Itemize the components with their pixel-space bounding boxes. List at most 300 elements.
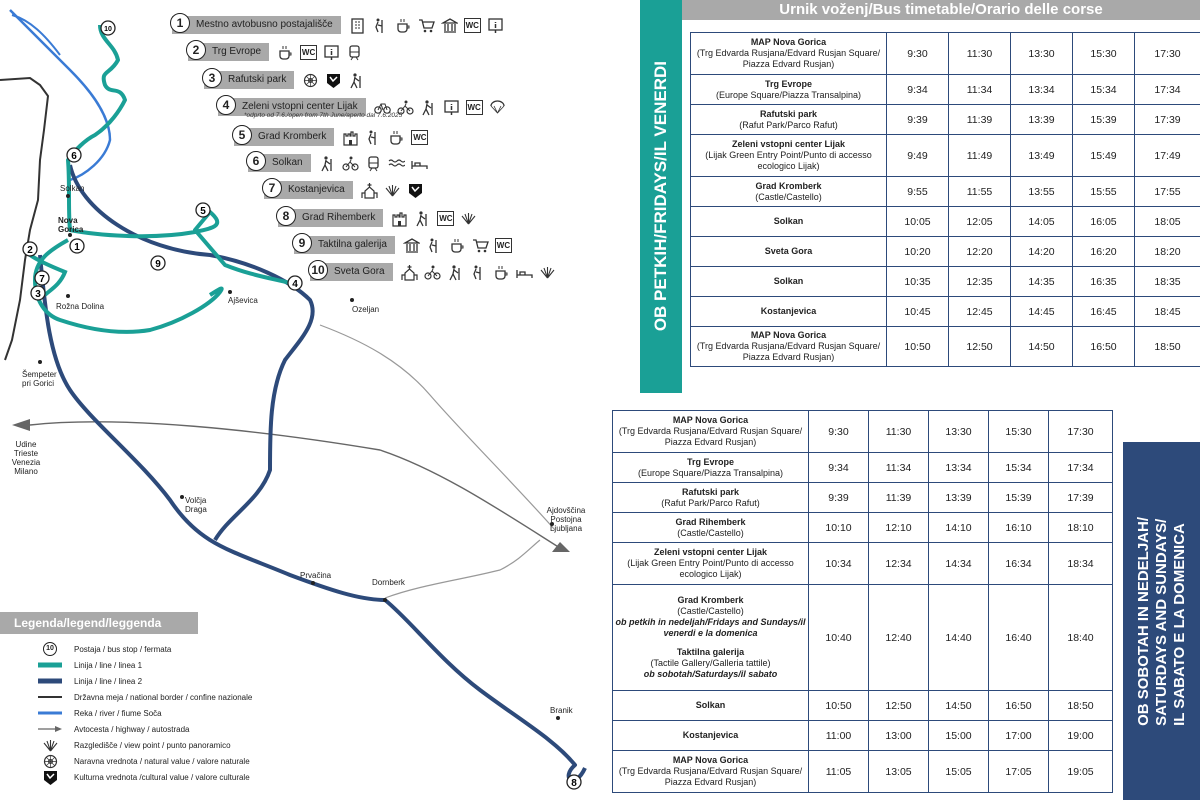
timetable-row [691,105,1200,135]
stop-subtitle: (Lijak Green Entry Point/Punto di accesso ecologico Lijak) [627,558,794,579]
stop-number: 9 [292,233,312,253]
departure-time: 14:10 [929,513,989,543]
departure-time: 17:55 [1135,177,1200,207]
stop-icons [277,44,363,61]
stop-row-7 [264,181,424,199]
cyclist-walk-icon [426,237,443,254]
culture-icon [407,182,424,199]
culture-icon [42,769,59,786]
museum-icon-svg [441,17,458,34]
departure-time: 15:00 [929,721,989,751]
timetable-row [691,297,1200,327]
departure-time: 10:10 [809,513,869,543]
stop-subtitle: (Trg Edvarda Rusjana/Edvard Rusjan Square/ Piazza Edvard Rusjan) [618,766,803,787]
castle-icon-svg [342,129,359,146]
departure-time: 10:05 [887,207,949,237]
departure-time: 15:49 [1073,135,1135,177]
stop-icons [401,264,556,281]
departure-time: 12:34 [869,543,929,585]
stop-label [310,263,393,281]
departure-time: 15:30 [1073,33,1135,75]
cyclist-walk-icon-svg [372,17,389,34]
stop-name: Kostanjevica [288,184,345,195]
legend-item-natural [38,754,250,768]
museum-icon [441,17,458,34]
legend-label: Reka / river / fiume Soča [74,708,162,718]
cyclist-walk-icon-svg [426,237,443,254]
svg-text:2: 2 [27,245,33,256]
departure-time: 13:30 [929,411,989,453]
coffee-icon-svg [388,129,405,146]
map-stop-5 [196,203,210,217]
stop-cell [613,585,809,691]
departure-time: 13:34 [929,453,989,483]
stop-name: Grad Kromberk [258,131,327,142]
stop-name: Grad Rihemberk [302,212,376,223]
legend-label: Razgledišče / view point / punto panoramico [74,740,231,750]
departure-time: 14:35 [1011,267,1073,297]
departure-time: 16:34 [989,543,1049,585]
departure-time: 10:50 [809,691,869,721]
label-nova-gorica: Nova Gorica [58,216,84,234]
wc-icon [466,99,483,116]
svg-text:1: 1 [74,242,80,253]
departure-time: 16:45 [1073,297,1135,327]
departure-time: 14:20 [1011,237,1073,267]
stop-row-2 [188,43,363,61]
legend-symbol [38,725,62,733]
stop-number: 10 [308,260,328,280]
cyclist-walk-icon [365,129,382,146]
viewpoint-icon [384,182,401,199]
stop-icons [361,182,424,199]
timetable-row [691,75,1200,105]
timetable-row [691,267,1200,297]
departure-time: 13:39 [1011,105,1073,135]
stop-row-5 [234,128,428,146]
departure-time: 18:45 [1135,297,1200,327]
wc-icon-box: WC [495,238,512,253]
bed-icon [516,264,533,281]
departure-time: 18:50 [1049,691,1113,721]
svg-text:6: 6 [71,151,77,162]
shopping-cart-icon-svg [472,237,489,254]
departure-time: 16:50 [1073,327,1135,367]
departure-time: 17:34 [1135,75,1200,105]
wc-icon-box: WC [464,18,481,33]
stop-row-9 [294,236,512,254]
coffee-icon-svg [395,17,412,34]
departure-time: 15:34 [1073,75,1135,105]
stop-label [204,71,294,89]
stop-label [278,209,383,227]
stop-subtitle: (Rafut Park/Parco Rafut) [661,497,760,508]
map-stop-3 [31,286,45,300]
flower-icon-svg [302,72,319,89]
departure-time: 15:34 [989,453,1049,483]
bed-icon-svg [411,155,428,172]
stop-label [188,43,269,61]
wc-icon-box: WC [300,45,317,60]
stop-name: Zeleni vstopni center Lijak [653,547,768,557]
departure-time: 14:45 [1011,297,1073,327]
stop-cell [613,543,809,585]
stop-name: Sveta Gora [334,266,385,277]
wc-icon-box: WC [437,211,454,226]
stop-cell [691,135,887,177]
wc-icon [411,129,428,146]
stop-icons [391,210,477,227]
weekend-banner-text [1135,517,1189,726]
stop-subtitle-alt: (Tactile Gallery/Galleria tattile) [650,658,771,668]
departure-time: 18:05 [1135,207,1200,237]
stop-number: 7 [262,178,282,198]
church-icon-svg [361,182,378,199]
stop-name: Zeleni vstopni center Lijak [242,101,358,112]
departure-time: 12:20 [949,237,1011,267]
timetable-row [691,33,1200,75]
stop-name: Rafutski park [228,74,287,85]
departure-time: 11:34 [869,453,929,483]
stop-name: Zeleni vstopni center Lijak [731,139,846,149]
label-sempeter: Šempeter pri Gorici [22,370,57,388]
legend-symbol [38,693,62,701]
wc-icon [300,44,317,61]
departure-time: 16:20 [1073,237,1135,267]
label-prvacina: Prvačina [300,571,332,580]
coffee-icon-svg [449,237,466,254]
stop-name: Solkan [695,700,726,710]
info-icon [323,44,340,61]
timetable-row [613,513,1113,543]
friday-banner-text: OB PETKIH/FRIDAYS/IL VENERDI [651,61,670,332]
map-stop-7 [35,271,49,285]
church-icon-svg [401,264,418,281]
stop-row-6 [248,154,428,172]
stop-subtitle: (Trg Edvarda Rusjana/Edvard Rusjan Square/ Piazza Edvard Rusjan) [696,48,881,69]
stop-cell [613,691,809,721]
stop-row-1 [172,16,504,34]
departure-time: 11:30 [869,411,929,453]
timetable-row [613,691,1113,721]
departure-time: 17:49 [1135,135,1200,177]
hiker-icon-svg [414,210,431,227]
departure-time: 13:30 [1011,33,1073,75]
stop-subtitle: (Castle/Castello) [755,191,822,202]
stop-number: 8 [276,206,296,226]
departure-time: 14:50 [1011,327,1073,367]
departure-time: 14:50 [929,691,989,721]
stop-cell [613,513,809,543]
building-icon [349,17,366,34]
viewpoint-icon [42,737,59,754]
stop-name: MAP Nova Gorica [750,330,827,340]
stop-cell [691,237,887,267]
departure-time: 18:10 [1049,513,1113,543]
bed-icon [411,155,428,172]
train-icon-svg [365,155,382,172]
departure-time: 10:45 [887,297,949,327]
viewpoint-icon [539,264,556,281]
map-stop-4 [288,276,302,290]
stop-name: Kostanjevica [682,730,739,740]
map-stop-2 [23,242,37,256]
cyclist-walk-icon-svg [470,264,487,281]
departure-time: 11:49 [949,135,1011,177]
coffee-icon [395,17,412,34]
viewpoint-icon-svg [460,210,477,227]
road-grey2 [385,540,540,598]
departure-time: 12:45 [949,297,1011,327]
flower-icon-svg [42,753,59,770]
stop-name: Solkan [773,216,804,226]
shopping-cart-icon-svg [418,17,435,34]
culture-icon [325,72,342,89]
stop-label [234,128,334,146]
stop-cell [613,483,809,513]
legend-symbol [38,642,62,656]
stop-name: Grad Kromberk [755,180,822,191]
train-icon [346,44,363,61]
border-swatch [38,693,62,701]
stop-subtitle: (Trg Edvarda Rusjana/Edvard Rusjan Square/ Piazza Edvard Rusjan) [696,341,881,362]
stop-cell [691,105,887,135]
departure-time: 17:39 [1049,483,1113,513]
departure-time: 12:40 [869,585,929,691]
stop-name: MAP Nova Gorica [672,415,749,425]
stop-label [294,236,395,254]
national-border [0,78,48,360]
svg-text:8: 8 [571,778,577,789]
stop-name: Solkan [272,157,303,168]
departure-time: 9:34 [887,75,949,105]
wc-icon [495,237,512,254]
stop-name: MAP Nova Gorica [672,755,749,765]
legend-item-line2 [38,674,142,688]
departure-time: 9:55 [887,177,949,207]
stop-number: 2 [186,40,206,60]
stop-name: Sveta Gora [764,246,813,256]
culture-icon-svg [325,72,342,89]
wc-icon [437,210,454,227]
paraglider-icon-svg [489,99,506,116]
stop-name: Kostanjevica [760,306,817,316]
departure-time: 11:39 [949,105,1011,135]
stop-cell [691,327,887,367]
hiker-icon [348,72,365,89]
highway-swatch [38,725,62,733]
departure-time: 13:49 [1011,135,1073,177]
timetable-row [691,135,1200,177]
hiker-icon [414,210,431,227]
legend-label: Linija / line / linea 1 [74,660,143,670]
hiker-icon-svg [348,72,365,89]
church-icon [401,264,418,281]
castle-icon [342,129,359,146]
museum-icon-svg [403,237,420,254]
water-icon [388,155,405,172]
weekend-banner-line-2: SATURDAYS AND SUNDAYS/ [1152,518,1170,726]
stop-cell [613,453,809,483]
coffee-icon-svg [277,44,294,61]
legend-item-river [38,706,162,720]
label-udine: Udine Trieste Venezia Milano [11,440,41,476]
line-2-swatch [38,677,62,685]
stop-name: Grad Kromberk [677,595,744,605]
legend-symbol [38,661,62,669]
departure-time: 11:05 [809,751,869,793]
stop-name: MAP Nova Gorica [750,37,827,47]
departure-time: 16:40 [989,585,1049,691]
timetable-row [613,411,1113,453]
culture-icon-svg [42,769,59,786]
departure-time: 18:50 [1135,327,1200,367]
departure-time: 14:40 [929,585,989,691]
departure-time: 11:34 [949,75,1011,105]
stop-icons [319,155,428,172]
timetable-row [613,543,1113,585]
timetable-header: Urnik voženj/Bus timetable/Orario delle corse [682,0,1200,20]
departure-time: 9:39 [809,483,869,513]
label-branik: Branik [550,706,573,715]
legend-item-line1 [38,658,142,672]
stop-name: Grad Rihemberk [675,516,746,527]
stop-row-8 [278,209,477,227]
departure-time: 13:05 [869,751,929,793]
hiker-icon [319,155,336,172]
legend-item-viewpoint [38,738,231,752]
svg-text:10: 10 [104,26,112,33]
shopping-cart-icon [472,237,489,254]
highway-west [30,422,560,548]
stop-cell [613,721,809,751]
departure-time: 10:34 [809,543,869,585]
timetable-row [613,483,1113,513]
paraglider-icon [489,99,506,116]
train-icon [365,155,382,172]
stop-icons [302,72,365,89]
map-stop-10 [101,21,115,35]
legend-title: Legenda/legend/leggenda [0,612,198,634]
spacer [615,639,806,647]
departure-time: 11:39 [869,483,929,513]
stop-subtitle: (Europe Square/Piazza Transalpina) [715,89,862,100]
stop-subtitle: (Castle/Castello) [677,606,744,616]
legend-item-border [38,690,252,704]
viewpoint-icon-svg [384,182,401,199]
legend-label: Kulturna vrednota /cultural value / valore culturale [74,772,250,782]
lijak-opening-note: *odprto od 7.6./open from 7th June/aperto dal 7.6.2025 [244,112,403,119]
map-stop-1 [70,239,84,253]
water-icon-svg [388,155,405,172]
coffee-icon [277,44,294,61]
legend-symbol [38,677,62,685]
stop-subtitle: (Trg Edvarda Rusjana/Edvard Rusjan Square/ Piazza Edvard Rusjan) [618,426,803,447]
road-grey [320,325,555,530]
cyclist-walk-icon [470,264,487,281]
stop-cell [691,207,887,237]
departure-time: 12:50 [869,691,929,721]
departure-time: 16:10 [989,513,1049,543]
departure-time: 13:00 [869,721,929,751]
viewpoint-icon-svg [539,264,556,281]
flower-icon [302,72,319,89]
castle-icon [391,210,408,227]
culture-icon-svg [407,182,424,199]
legend-label: Naravna vrednota / natural value / valore naturale [74,756,250,766]
map-stop-6 [67,148,81,162]
departure-time: 18:35 [1135,267,1200,297]
mountain-bike-icon-svg [342,155,359,172]
legend-label: Postaja / bus stop / fermata [74,644,172,654]
label-dornberk: Dornberk [372,578,405,587]
timetable-row [613,751,1113,793]
cyclist-walk-icon [372,17,389,34]
stop-row-3 [204,71,365,89]
flower-icon [42,753,59,770]
coffee-icon [388,129,405,146]
stop-cell [691,267,887,297]
bed-icon-svg [516,264,533,281]
label-ozeljan: Ozeljan [352,305,380,314]
departure-time: 13:39 [929,483,989,513]
stop-number: 1 [170,13,190,33]
svg-text:7: 7 [39,274,45,285]
stop-name: Mestno avtobusno postajališče [196,19,333,30]
departure-time: 18:20 [1135,237,1200,267]
departure-time: 15:39 [1073,105,1135,135]
building-icon-svg [349,17,366,34]
legend-symbol [38,753,62,770]
info-icon [487,17,504,34]
departure-time: 15:30 [989,411,1049,453]
timetable-row [691,237,1200,267]
stop-name: Rafutski park [681,486,740,497]
stop-name: Trg Evrope [212,46,262,57]
departure-time: 11:30 [949,33,1011,75]
hiker-icon-svg [319,155,336,172]
hiker-icon [420,99,437,116]
departure-time: 10:40 [809,585,869,691]
departure-time: 15:05 [929,751,989,793]
stop-cell [613,411,809,453]
timetable-row [691,327,1200,367]
departure-time: 19:05 [1049,751,1113,793]
stop-name: Taktilna galerija [318,239,387,250]
stop-name: Solkan [773,276,804,286]
departure-time: 17:34 [1049,453,1113,483]
hiker-icon-svg [447,264,464,281]
legend-item-highway [38,722,189,736]
departure-time: 11:00 [809,721,869,751]
departure-time: 17:39 [1135,105,1200,135]
departure-time: 15:55 [1073,177,1135,207]
departure-time: 9:34 [809,453,869,483]
timetable-row [691,207,1200,237]
timetable-row [613,453,1113,483]
mountain-bike-icon [424,264,441,281]
stop-cell [691,297,887,327]
line-1-swatch [38,661,62,669]
departure-time: 17:30 [1049,411,1113,453]
stop-cell [691,75,887,105]
weekend-timetable [612,410,1113,793]
river-soca [10,10,110,180]
info-icon-svg [443,99,460,116]
viewpoint-icon [460,210,477,227]
label-ajdovscina: Ajdovščina Postojna Ljubljana [546,506,586,533]
legend-symbol [38,769,62,786]
